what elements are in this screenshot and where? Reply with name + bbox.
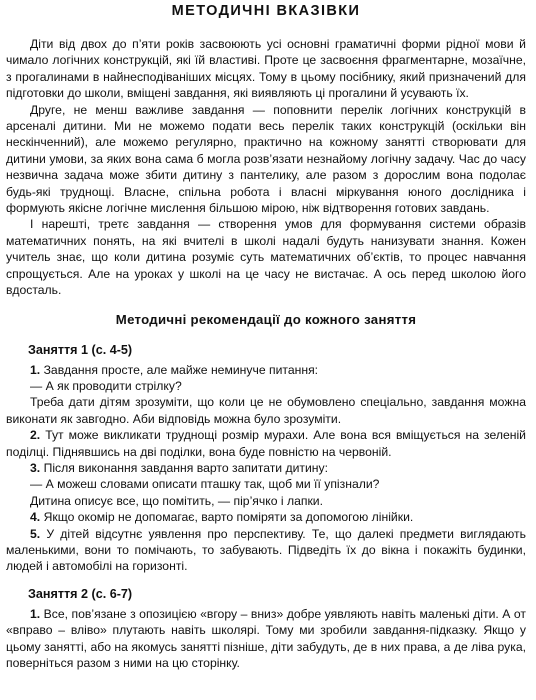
lesson-1-heading: Заняття 1 (с. 4-5) — [28, 342, 133, 357]
lesson-1-item-1-dialog: — А як проводити стрілку? — [30, 378, 182, 393]
lesson-1-item-5 — [6, 526, 526, 575]
intro-paragraph-3: І нарешті, третє завдання — створення умов для формування системи образів математичних понять, на які вчителі в школі надалі будуть нанизувати знання. Кожен учитель знає, що коли дитина розуміє суть математичних об’єктів, то процес навчання спрощується. Але на уроках у школі на це часу не вистачає. А ось перед школою його вдосталь. — [6, 217, 526, 298]
lesson-1-item-3-dialog: — А можеш словами описати пташку так, щоб ми її упізнали? — [30, 477, 380, 492]
lesson-1-item-1-answer: Треба дати дітям зрозуміти, що коли це не обумовлено спеціально, завдання можна виконати як завгодно. Аби відповідь можна було зрозуміти. — [6, 395, 526, 426]
lesson-1-item-3-answer: Дитина описує все, що помітить, — пір’ячко і лапки. — [30, 493, 323, 508]
item-number: 4. — [30, 510, 41, 525]
lesson-2-heading: Заняття 2 (с. 6-7) — [28, 586, 133, 601]
lesson-1 — [6, 342, 526, 575]
lesson-2 — [6, 586, 526, 672]
item-number: 2. — [30, 428, 41, 443]
page-title: МЕТОДИЧНІ ВКАЗІВКИ — [171, 3, 361, 19]
item-text: Завдання просте, але майже неминуче питання: — [43, 362, 319, 377]
lesson-1-item-2 — [6, 427, 526, 460]
item-text: Якщо окомір не допомагає, варто поміряти за допомогою лінійки. — [43, 510, 414, 525]
item-text: Тут може викликати труднощі розмір мурахи. Але вона вся вміщується на зеленій поділці. Піднявшись на дві поділки, вона буде повністю на червоній. — [6, 428, 526, 459]
item-number: 3. — [30, 460, 41, 475]
intro-paragraph-1: Діти від двох до п’яти років засвоюють усі основні граматичні форми рідної мови й чимало логічних конструкцій, які їй властиві. Проте це засвоєння фрагментарне, мозаїчне, з прогалинами в найнесподіваніших місцях. Тому в цьому посібнику, який призначений для підготовки до школи, вміщені завдання, які виявляють ці прогалини й усувають їх. — [6, 37, 526, 101]
lesson-2-item-1 — [6, 606, 526, 672]
item-text: Все, пов’язане з опозицією «вгору – вниз» добре уявляють навіть маленькі діти. А от «вправо – вліво» плутають навіть школярі. Тому ми зробили завдання-підказку. Якщо у цьому занятті, або на якомусь занятті пізніше, діти забудуть, де в них права, а де ліва рука, поверніться разом з ними на цю сторінку. — [6, 606, 526, 670]
lesson-1-item-4 — [6, 509, 526, 525]
item-number: 1. — [30, 606, 41, 621]
item-text: Після виконання завдання варто запитати дитину: — [43, 460, 329, 475]
item-number: 1. — [30, 362, 41, 377]
section-heading: Методичні рекомендації до кожного заняття — [115, 311, 417, 327]
lesson-1-item-1 — [6, 362, 526, 378]
item-text: У дітей відсутнє уявлення про перспективу. Те, що далекі предмети виглядають маленькими, вони то помічають, то забувають. Підведіть їх до вікна і покажіть будинки, людей і автомобілі на горизонті. — [6, 526, 526, 574]
lesson-1-item-3 — [6, 460, 526, 476]
item-number: 5. — [30, 526, 41, 541]
intro-paragraph-2: Друге, не менш важливе завдання — поповнити перелік логічних конструкцій в арсеналі дитини. Ми не можемо подати весь перелік таких конструкцій (оскільки він нескінченний), але можемо регулярно, практично на кожному занятті створювати для дитини умови, за яких вона сама б могла розв’язати незнайому логічну задачу. Час до часу незвична задача може збити дитину з пантелику, але разом з дорослим вона подолає будь-які труднощі. Власне, спільна робота і власні міркування юного дослідника і формують якісне логічне мислення більшою мірою, ніж відтворення готових завдань. — [6, 102, 526, 216]
